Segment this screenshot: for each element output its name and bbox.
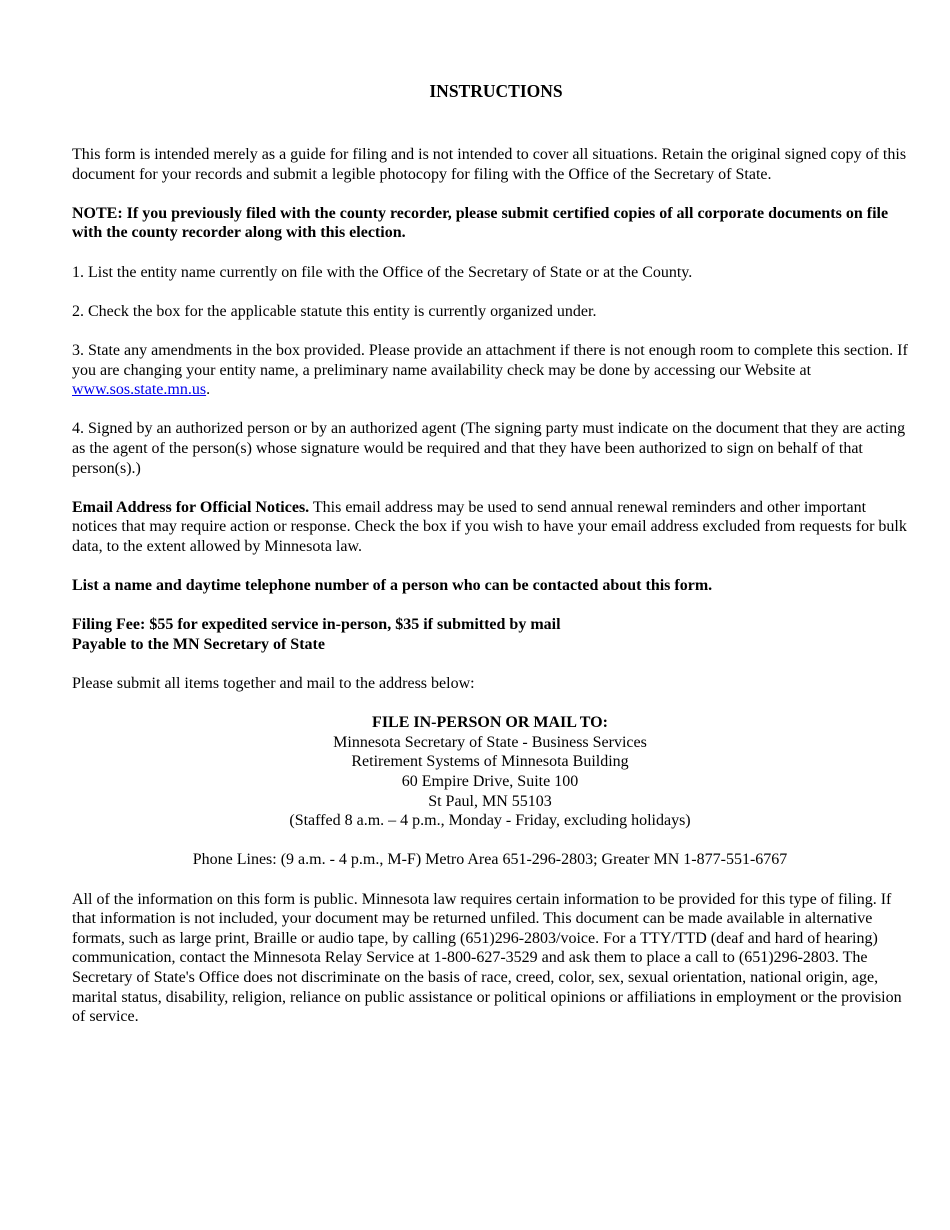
instruction-item-2: 2. Check the box for the applicable statute this entity is currently organized under. xyxy=(72,302,597,320)
contact-text: List a name and daytime telephone number of a person who can be contacted about this form. xyxy=(72,577,713,595)
note-paragraph xyxy=(72,204,908,243)
email-heading: Email Address for Official Notices. xyxy=(72,498,310,516)
email-text: This email address may be used to send annual renewal reminders and other important notices that may require action or response. Check the box if you wish to have your email address excluded from requests for bulk data, to the extent allowed by Minnesota law. xyxy=(72,498,907,555)
address-line-3: 60 Empire Drive, Suite 100 xyxy=(401,773,579,790)
instruction-item-1: 1. List the entity name currently on file with the Office of the Secretary of State or at the County. xyxy=(72,263,693,281)
instruction-item-4: 4. Signed by an authorized person or by an authorized agent (The signing party must indicate on the document that they are acting as the agent of the person(s) whose signature would be required and that they have been authorized to sign on behalf of that person(s).) xyxy=(72,420,906,477)
address-heading: FILE IN-PERSON OR MAIL TO: xyxy=(372,714,608,732)
filing-fee-paragraph xyxy=(72,615,908,654)
note-text: NOTE: If you previously filed with the county recorder, please submit certified copies of all corporate documents on file with the county recorder along with this election. xyxy=(72,204,889,242)
address-line-5: (Staffed 8 a.m. – 4 p.m., Monday - Friday, excluding holidays) xyxy=(289,812,691,830)
address-line-2: Retirement Systems of Minnesota Building xyxy=(351,753,629,771)
phone-lines: Phone Lines: (9 a.m. - 4 p.m., M-F) Metro Area 651-296-2803; Greater MN 1-877-551-6767 xyxy=(192,851,788,869)
public-notice-paragraph: All of the information on this form is public. Minnesota law requires certain information to be provided for this type of filing. If that information is not included, your document may be returned unfiled. This document can be made available in alternative formats, such as large print, Braille or audio tape, by calling (651)296-2803/voice. For a TTY/TTD (deaf and hard of hearing) communication, contact the Minnesota Relay Service at 1-800-627-3529 and ask them to place a call to (651)296-2803. The Secretary of State's Office does not discriminate on the basis of race, creed, color, sex, sexual orientation, national origin, age, marital status, disability, religion, reliance on public assistance or political opinions or affiliations in employment or the provision of service. xyxy=(72,890,902,1026)
mailing-address-block xyxy=(72,713,908,831)
submit-paragraph: Please submit all items together and mail to the address below: xyxy=(72,675,475,693)
instruction-item-3 xyxy=(72,341,908,400)
contact-paragraph xyxy=(72,576,908,596)
address-line-1: Minnesota Secretary of State - Business Services xyxy=(333,733,647,751)
item-3-text: 3. State any amendments in the box provided. Please provide an attachment if there is not enough room to complete this section. If you are changing your entity name, a preliminary name availability check may be done by accessing our Website at xyxy=(72,341,908,379)
page-title: INSTRUCTIONS xyxy=(429,81,563,101)
instructions-page xyxy=(72,80,908,1027)
address-line-4: St Paul, MN 55103 xyxy=(428,792,552,810)
intro-paragraph: This form is intended merely as a guide for filing and is not intended to cover all situations. Retain the original signed copy of this document for your records and submit a legible photocopy for filing with the Office of the Secretary of State. xyxy=(72,146,907,183)
fee-line-2: Payable to the MN Secretary of State xyxy=(72,635,325,653)
fee-line-1: Filing Fee: $55 for expedited service in-person, $35 if submitted by mail xyxy=(72,616,561,634)
email-paragraph xyxy=(72,498,908,557)
sos-website-link[interactable]: www.sos.state.mn.us xyxy=(72,381,207,399)
item-3-end: . xyxy=(206,381,211,399)
